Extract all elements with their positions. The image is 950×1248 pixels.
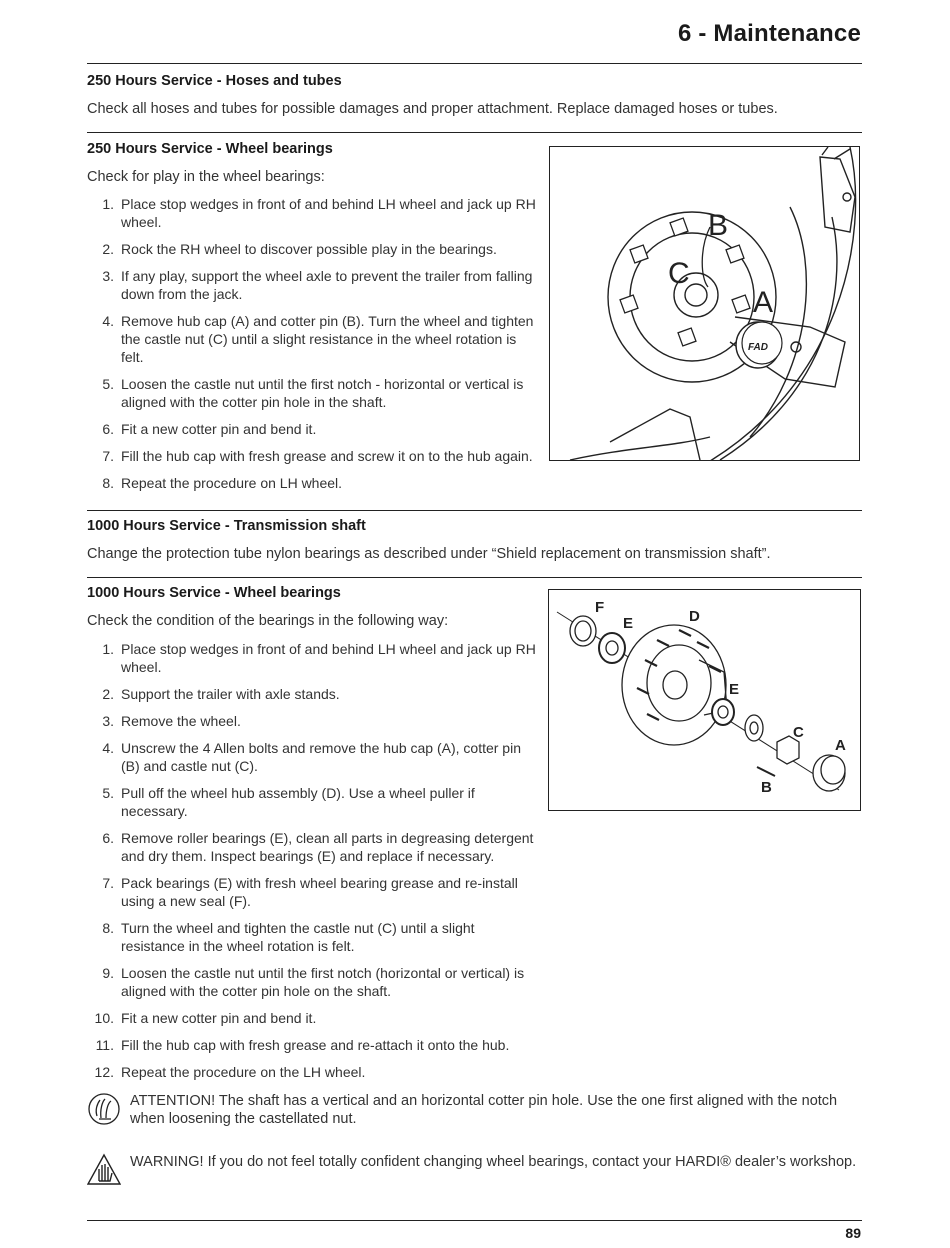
step-number: 12. <box>94 1064 114 1080</box>
list-item <box>87 964 542 1000</box>
list-item <box>87 685 542 703</box>
step-number: 7. <box>102 875 114 891</box>
step-text: Loosen the castle nut until the first notch - horizontal or vertical is aligned with the cotter pin hole in the shaft. <box>121 376 524 410</box>
wheel1000-heading: 1000 Hours Service - Wheel bearings <box>87 585 341 601</box>
step-text: Turn the wheel and tighten the castle nut (C) until a slight resistance in the wheel rotation is felt. <box>121 920 475 954</box>
section-rule <box>87 577 862 578</box>
footer-rule <box>87 1220 862 1221</box>
step-text: Unscrew the 4 Allen bolts and remove the hub cap (A), cotter pin (B) and castle nut (C). <box>121 740 521 774</box>
step-text: Remove the wheel. <box>121 713 241 729</box>
list-item <box>87 375 542 411</box>
step-text: Loosen the castle nut until the first notch (horizontal or vertical) is aligned with the cotter pin hole on the shaft. <box>121 965 525 999</box>
page-title: 6 - Maintenance <box>677 20 861 47</box>
step-text: Place stop wedges in front of and behind LH wheel and jack up RH wheel. <box>121 641 536 675</box>
step-text: Remove hub cap (A) and cotter pin (B). Turn the wheel and tighten the castle nut (C) until a slight resistance in the wheel rotation is felt. <box>121 313 534 365</box>
list-item <box>87 240 542 258</box>
step-text: Place stop wedges in front of and behind LH wheel and jack up RH wheel. <box>121 196 536 230</box>
step-number: 4. <box>102 740 114 756</box>
step-text: Fill the hub cap with fresh grease and re-attach it onto the hub. <box>121 1037 510 1053</box>
list-item <box>87 874 542 910</box>
transmission-text: Change the protection tube nylon bearings as described under “Shield replacement on transmission shaft”. <box>87 546 771 562</box>
hoses-text: Check all hoses and tubes for possible damages and proper attachment. Replace damaged hoses or tubes. <box>87 101 778 117</box>
attention-hand-icon <box>87 1092 121 1126</box>
exploded-hub-figure <box>548 589 861 811</box>
step-number: 1. <box>102 641 114 657</box>
list-item <box>87 447 542 465</box>
step-number: 8. <box>102 920 114 936</box>
page-number: 89 <box>845 1225 861 1241</box>
step-text: Rock the RH wheel to discover possible play in the bearings. <box>121 241 497 257</box>
warning-hand-icon <box>87 1153 121 1187</box>
list-item <box>87 829 542 865</box>
wheel1000-steps <box>87 640 542 1090</box>
attention-text: ATTENTION! The shaft has a vertical and an horizontal cotter pin hole. Use the one first aligned with the notch when loosening the castellated nut. <box>130 1093 838 1127</box>
section-rule <box>87 132 862 133</box>
fig2-label-c: C <box>793 724 804 741</box>
step-text: Pack bearings (E) with fresh wheel bearing grease and re-install using a new seal (F). <box>121 875 518 909</box>
step-number: 1. <box>102 196 114 212</box>
fig2-label-e1: E <box>623 615 634 632</box>
fig2-label-f: F <box>595 599 605 616</box>
step-number: 4. <box>102 313 114 329</box>
step-number: 5. <box>102 785 114 801</box>
step-number: 9. <box>102 965 114 981</box>
wheel250-steps <box>87 195 542 501</box>
warning-text: WARNING! If you do not feel totally confident changing wheel bearings, contact your HARDI® dealer’s workshop. <box>130 1154 857 1170</box>
fig1-label-a: A <box>753 286 774 319</box>
step-number: 6. <box>102 830 114 846</box>
hub-cap-logo: FAD <box>748 342 768 353</box>
wheel-hub-drawing <box>550 147 859 460</box>
list-item <box>87 640 542 676</box>
step-text: Support the trailer with axle stands. <box>121 686 340 702</box>
fig1-label-b: B <box>708 209 729 242</box>
fig2-label-e2: E <box>729 681 740 698</box>
section-rule <box>87 510 862 511</box>
fig2-label-d: D <box>689 608 700 625</box>
list-item <box>87 267 542 303</box>
list-item <box>87 195 542 231</box>
step-number: 3. <box>102 713 114 729</box>
fig2-label-b: B <box>761 779 772 796</box>
list-item <box>87 784 542 820</box>
step-number: 3. <box>102 268 114 284</box>
list-item <box>87 919 542 955</box>
list-item <box>87 420 542 438</box>
list-item <box>87 474 542 492</box>
step-text: Repeat the procedure on LH wheel. <box>121 475 343 491</box>
wheel250-intro: Check for play in the wheel bearings: <box>87 169 325 185</box>
step-number: 11. <box>95 1037 114 1053</box>
list-item <box>87 1009 542 1027</box>
step-text: Fit a new cotter pin and bend it. <box>121 421 317 437</box>
hoses-heading: 250 Hours Service - Hoses and tubes <box>87 73 342 89</box>
step-number: 6. <box>102 421 114 437</box>
list-item <box>87 712 542 730</box>
step-text: Fill the hub cap with fresh grease and screw it on to the hub again. <box>121 448 533 464</box>
step-number: 7. <box>102 448 114 464</box>
step-number: 2. <box>102 686 114 702</box>
step-text: Repeat the procedure on the LH wheel. <box>121 1064 366 1080</box>
step-number: 8. <box>102 475 114 491</box>
fig1-label-c: C <box>668 257 690 290</box>
exploded-hub-drawing <box>549 590 860 810</box>
step-number: 2. <box>102 241 114 257</box>
step-text: Remove roller bearings (E), clean all parts in degreasing detergent and dry them. Inspect bearings (E) and replace if necessary. <box>121 830 534 864</box>
wheel250-heading: 250 Hours Service - Wheel bearings <box>87 141 333 157</box>
fig2-label-a: A <box>835 737 846 754</box>
warning-note <box>87 1153 862 1187</box>
list-item <box>87 312 542 366</box>
list-item <box>87 1063 542 1081</box>
transmission-heading: 1000 Hours Service - Transmission shaft <box>87 518 366 534</box>
step-text: Fit a new cotter pin and bend it. <box>121 1010 317 1026</box>
step-text: Pull off the wheel hub assembly (D). Use a wheel puller if necessary. <box>121 785 475 819</box>
wheel1000-intro: Check the condition of the bearings in the following way: <box>87 613 449 629</box>
wheel-hub-figure <box>549 146 860 461</box>
step-number: 5. <box>102 376 114 392</box>
list-item <box>87 1036 542 1054</box>
attention-note <box>87 1092 862 1132</box>
step-text: If any play, support the wheel axle to prevent the trailer from falling down from the jack. <box>121 268 533 302</box>
list-item <box>87 739 542 775</box>
step-number: 10. <box>94 1010 114 1026</box>
header-rule <box>87 63 862 64</box>
